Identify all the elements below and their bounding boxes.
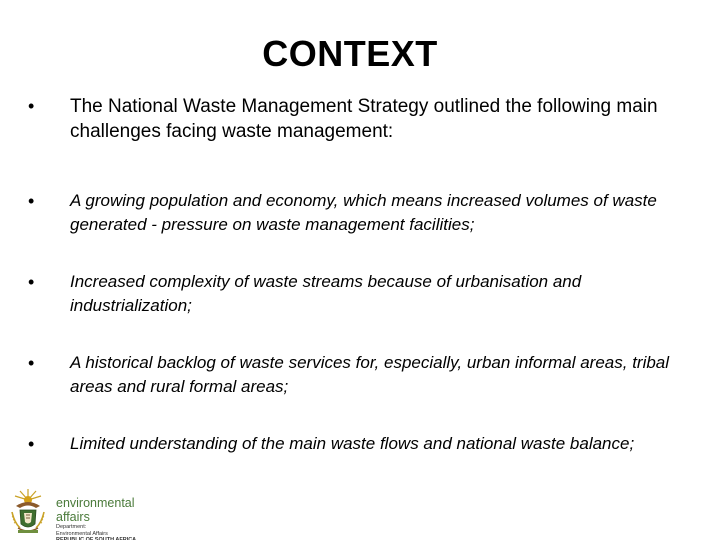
bullet-text: Limited understanding of the main waste flows and national waste balance;	[70, 434, 635, 453]
bullet-text: A historical backlog of waste services for, especially, urban informal areas, tribal areas and rural formal areas;	[70, 353, 670, 396]
bullet-text: Increased complexity of waste streams because of urbanisation and industrialization;	[70, 272, 582, 315]
logo-name: environmental affairs	[56, 496, 135, 524]
bullet-item	[28, 94, 678, 144]
logo-text-block	[56, 496, 156, 540]
bullet-marker: •	[28, 191, 35, 211]
bullet-marker: •	[28, 353, 35, 373]
bullet-text: A growing population and economy, which means increased volumes of waste generated - pressure on waste management facilities;	[70, 191, 657, 234]
bullet-marker: •	[28, 434, 35, 454]
bullet-text: The National Waste Management Strategy outlined the following main challenges facing waste management:	[70, 96, 658, 142]
logo-line-country: REPUBLIC OF SOUTH AFRICA	[56, 537, 137, 540]
logo-line-department: Department:	[56, 524, 87, 530]
department-logo	[6, 486, 151, 540]
coat-of-arms-icon	[6, 486, 50, 536]
bullet-marker: •	[28, 272, 35, 292]
bullet-item	[28, 432, 678, 456]
slide-title: CONTEXT	[262, 33, 438, 74]
bullet-item	[28, 270, 678, 318]
bullet-marker: •	[28, 96, 35, 116]
bullet-item	[28, 351, 678, 399]
bullet-item	[28, 189, 678, 237]
logo-line-affairs: Environmental Affairs	[56, 530, 108, 537]
